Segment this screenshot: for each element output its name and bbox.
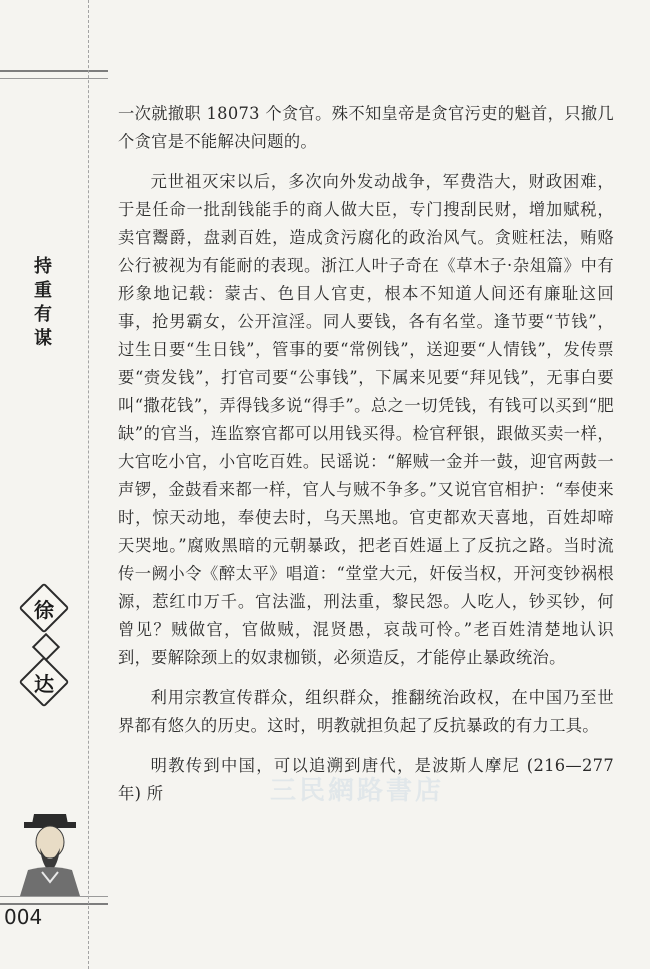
margin-top-rule xyxy=(0,70,108,79)
series-title-char: 有 xyxy=(34,304,52,325)
body-text xyxy=(118,100,614,820)
portrait-illustration xyxy=(14,808,86,896)
background-watermark: 三民網路書店 xyxy=(270,776,445,806)
margin-bottom-rule xyxy=(0,896,108,905)
person-name-char: 徐 xyxy=(34,597,54,622)
small-diamond-icon xyxy=(32,633,60,661)
paragraph: 一次就撤职 18073 个贪官。殊不知皇帝是贪官污吏的魁首，只撤几个贪官是不能解决问题的。 xyxy=(118,104,614,151)
series-title-char: 谋 xyxy=(34,328,52,349)
paragraph: 利用宗教宣传群众，组织群众，推翻统治政权，在中国乃至世界都有悠久的历史。这时，明教就担负起了反抗暴政的有力工具。 xyxy=(118,688,614,735)
series-title-char: 重 xyxy=(34,280,52,301)
person-name-char: 达 xyxy=(34,671,54,696)
series-title-char: 持 xyxy=(34,256,52,277)
margin-dashed-line xyxy=(88,0,89,969)
paragraph: 明教传到中国，可以追溯到唐代，是波斯人摩尼 (216—277 年) 所 xyxy=(118,756,614,803)
series-title xyxy=(30,255,56,351)
paragraph: 元世祖灭宋以后，多次向外发动战争，军费浩大，财政困难，于是任命一批刮钱能手的商人做大臣，专门搜刮民财，增加赋税，卖官鬻爵，盘剥百姓，造成贪污腐化的政治风气。贪赃枉法，贿赂公行被视为有能耐的表现。浙江人叶子奇在《草木子·杂俎篇》中有形象地记载：蒙古、色目人官吏，根本不知道人间还有廉耻这回事，抢男霸女，公开渲淫。同人要钱，各有名堂。逢节要“节钱”，过生日要“生日钱”，管事的要“常例钱”，送迎要“人情钱”，发传票要“赍发钱”，打官司要“公事钱”，下属来见要“拜见钱”，无事白要叫“撒花钱”，弄得钱多说“得手”。总之一切凭钱，有钱可以买到“肥缺”的官当，连监察官都可以用钱买得。检官秤银，跟做买卖一样，大官吃小官，小官吃百姓。民谣说：“解贼一金并一鼓，迎官两鼓一声锣，金鼓看来都一样，官人与贼不争多。”又说官官相护：“奉使来时，惊天动地，奉使去时，乌天黑地。官吏都欢天喜地，百姓却啼天哭地。”腐败黑暗的元朝暴政，把老百姓逼上了反抗之路。当时流传一阙小令《醉太平》唱道：“堂堂大元，奸佞当权，开河变钞祸根源，惹红巾万千。官法滥，刑法重，黎民怨。人吃人，钞买钞，何曾见？贼做官，官做贼，混贤愚，哀哉可怜。”老百姓清楚地认识到，要解除颈上的奴隶枷锁，必须造反，才能停止暴政统治。 xyxy=(118,172,614,667)
person-name-emblem xyxy=(16,580,72,710)
page-number: 004 xyxy=(4,905,43,929)
